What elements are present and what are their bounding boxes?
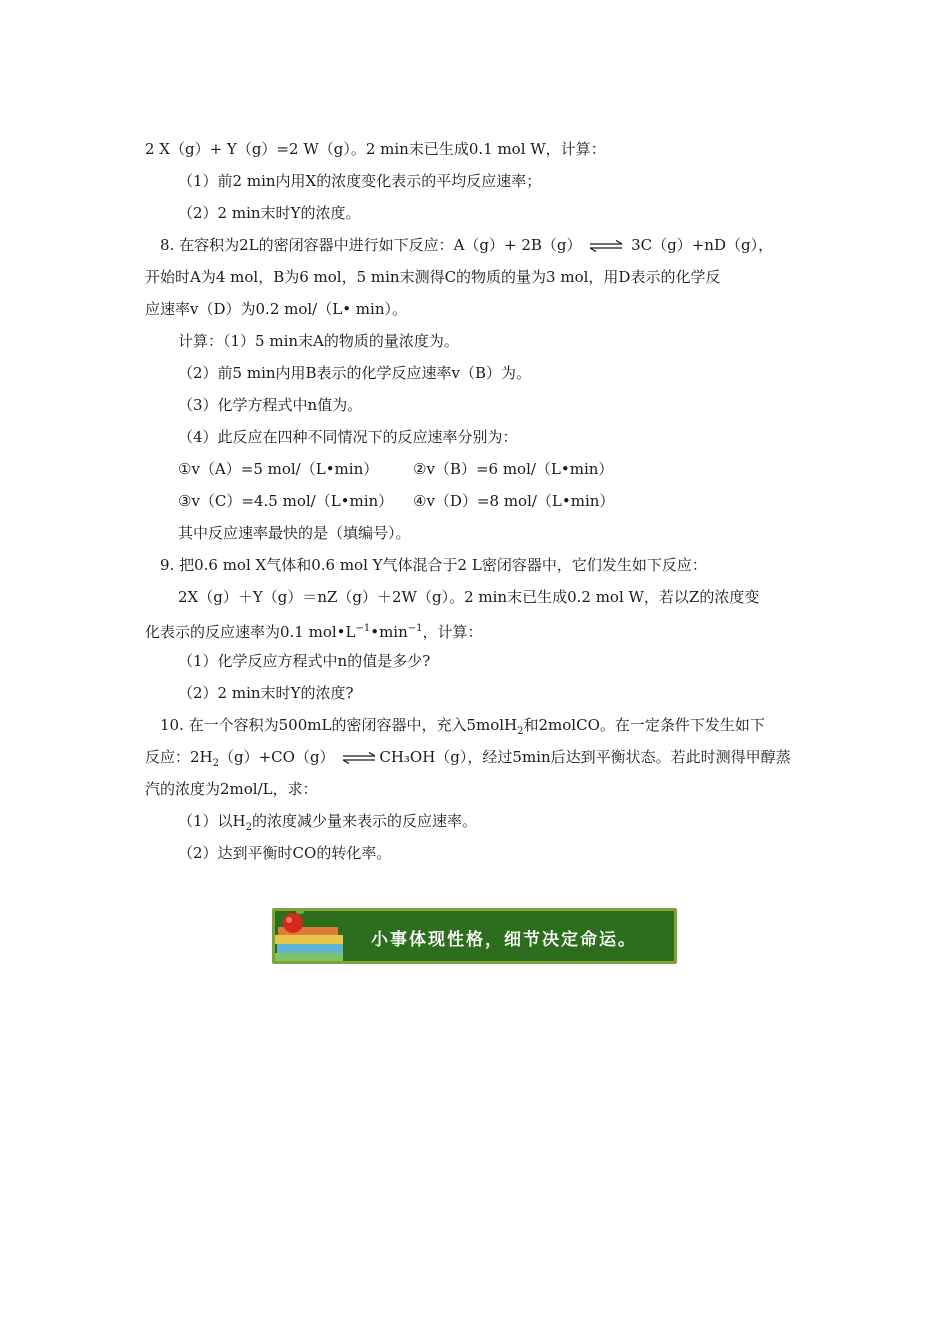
option-1: ①v（A）=5 mol/（L•min） (178, 460, 379, 478)
text-span: •min (370, 623, 408, 641)
superscript: −1 (355, 623, 371, 634)
text-line (145, 747, 791, 774)
text-line: （1）前2 min内用X的浓度变化表示的平均反应速率； (178, 172, 542, 190)
text-span: 10. 在一个容积为500mL的密闭容器中，充入5molH (160, 716, 518, 734)
text-line: 2X（g）＋Y（g）＝nZ（g）＋2W（g）。2 min末已生成0.2 mol W，若以Z的浓度变 (178, 588, 760, 606)
text-line: 开始时A为4 mol，B为6 mol，5 min末测得C的物质的量为3 mol，用D表示的化学反 (145, 268, 721, 286)
subscript: 2 (517, 726, 524, 737)
option-2: ②v（B）=6 mol/（L•min） (413, 460, 614, 478)
text-line: 2 X（g）+ Y（g）=2 W（g）。2 min末已生成0.1 mol W，计算： (145, 140, 606, 158)
equilibrium-arrow-icon (343, 752, 375, 764)
text-line: 计算：（1）5 min末A的物质的量浓度为。 (178, 332, 459, 350)
text-span: 3C（g）+nD（g）， (631, 236, 774, 254)
text-line: 汽的浓度为2mol/L，求： (145, 780, 318, 798)
text-span: 和2molCO。在一定条件下发生如下 (523, 716, 765, 734)
option-4: ④v（D）=8 mol/（L•min） (413, 492, 615, 510)
text-span: CH₃OH（g），经过5min后达到平衡状态。若此时测得甲醇蒸 (379, 748, 791, 766)
subscript: 2 (212, 758, 219, 769)
option-3: ③v（C）=4.5 mol/（L•min） (178, 492, 394, 510)
text-span: （g）+CO（g） (219, 748, 335, 766)
text-span: （1）以H (178, 812, 246, 830)
books-icon (275, 911, 347, 961)
text-line: （3）化学方程式中n值为。 (178, 396, 363, 414)
text-line: （4）此反应在四种不同情况下的反应速率分别为： (178, 428, 518, 446)
question-9-line: 9. 把0.6 mol X气体和0.6 mol Y气体混合于2 L密闭容器中，它们发生如下反应： (160, 556, 707, 574)
text-span: ，计算： (422, 623, 483, 641)
text-line (145, 619, 483, 642)
equilibrium-arrow-icon (590, 240, 622, 252)
text-line: （2）2 min末时Y的浓度。 (178, 204, 361, 222)
text-line: 应速率v（D）为0.2 mol/（L• min）。 (145, 300, 407, 318)
motto-banner (272, 908, 677, 964)
text-line: （2）达到平衡时CO的转化率。 (178, 844, 392, 862)
text-span: 8. 在容积为2L的密闭容器中进行如下反应：A（g）+ 2B（g） (160, 236, 582, 254)
text-span: 的浓度减少量来表示的反应速率。 (252, 812, 478, 830)
question-8-line (160, 235, 773, 255)
subscript: 2 (245, 822, 252, 833)
text-span: 化表示的反应速率为0.1 mol•L (145, 623, 356, 641)
text-line (178, 811, 477, 838)
text-line: （2）前5 min内用B表示的化学反应速率v（B）为。 (178, 364, 532, 382)
superscript: −1 (407, 623, 423, 634)
text-span: 反应：2H (145, 748, 213, 766)
text-line: 其中反应速率最快的是（填编号）。 (178, 524, 411, 542)
motto-text: 小事体现性格，细节决定命运。 (371, 930, 637, 950)
text-line: （2）2 min末时Y的浓度? (178, 684, 354, 702)
question-10-line (160, 715, 765, 742)
text-line: （1）化学反应方程式中n的值是多少? (178, 652, 431, 670)
